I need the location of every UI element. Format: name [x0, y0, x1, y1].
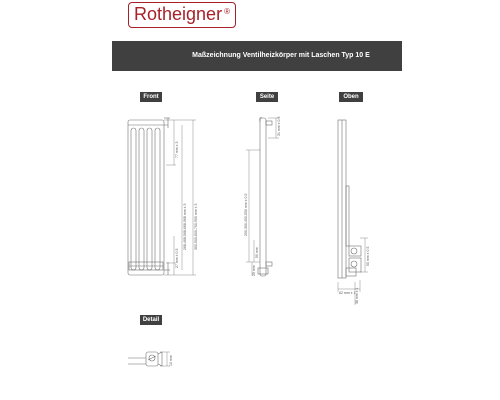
- side-top-bracket: [266, 121, 272, 125]
- front-dim-height-b-label: 300-500-600-700-900 mm ± 3: [194, 203, 198, 250]
- front-dim-bottom-label: 27 mm ± 0.5: [175, 248, 179, 268]
- detail-tab: [158, 352, 162, 366]
- front-outline: [128, 120, 164, 275]
- side-valve: [258, 268, 268, 274]
- front-dimension-lines: [164, 120, 196, 275]
- side-view-label: Seite: [256, 92, 278, 102]
- side-dim-middle-label: 250-350-450-550 mm ± 0.5: [244, 193, 248, 236]
- front-tube-3: [147, 128, 152, 270]
- side-dim-top-label: 31 mm ± 0.5: [277, 116, 281, 136]
- side-dim-low-label: 50 mm: [255, 247, 259, 258]
- detail-view-label: Detail: [140, 315, 162, 325]
- top-dim-vertical-label: 50 mm ± 0.5: [366, 246, 370, 266]
- front-tube-4: [155, 128, 160, 270]
- top-radiator-drawing: [338, 120, 361, 278]
- top-dim-depth-label: 38 mm ± 1: [355, 287, 359, 304]
- side-radiator-drawing: [258, 118, 272, 277]
- front-tube-2: [139, 128, 144, 270]
- registered-mark: ®: [224, 7, 230, 16]
- detail-dim-label: 10 mm: [169, 355, 173, 366]
- front-dim-height-a-label: 268-468-568-668-968 mm ± 3: [183, 203, 187, 250]
- top-dim-width-label: 62 mm ± 1: [339, 291, 356, 295]
- page-title: Maßzeichnung Ventilheizkörper mit Laschen Typ 10 E: [192, 52, 370, 59]
- detail-bracket: [146, 352, 158, 366]
- top-valve-base: [349, 258, 361, 272]
- front-radiator-drawing: [128, 118, 170, 275]
- top-view-label: Oben: [339, 92, 363, 102]
- side-body: [260, 118, 266, 276]
- top-valve-port-1: [351, 248, 357, 254]
- side-dim-bottom-label: 25 mm: [252, 265, 256, 276]
- front-dim-top-label: 77 mm ± 3: [175, 141, 179, 158]
- side-bottom-bracket: [266, 262, 272, 266]
- detail-drawing: [128, 352, 162, 366]
- front-tube-1: [131, 128, 136, 270]
- top-side-strip: [346, 186, 349, 246]
- top-valve-port-2: [351, 261, 357, 267]
- brand-logo-text: Rotheigner: [134, 4, 223, 24]
- side-dimension-lines: [246, 118, 279, 276]
- front-view-label: Front: [140, 92, 162, 102]
